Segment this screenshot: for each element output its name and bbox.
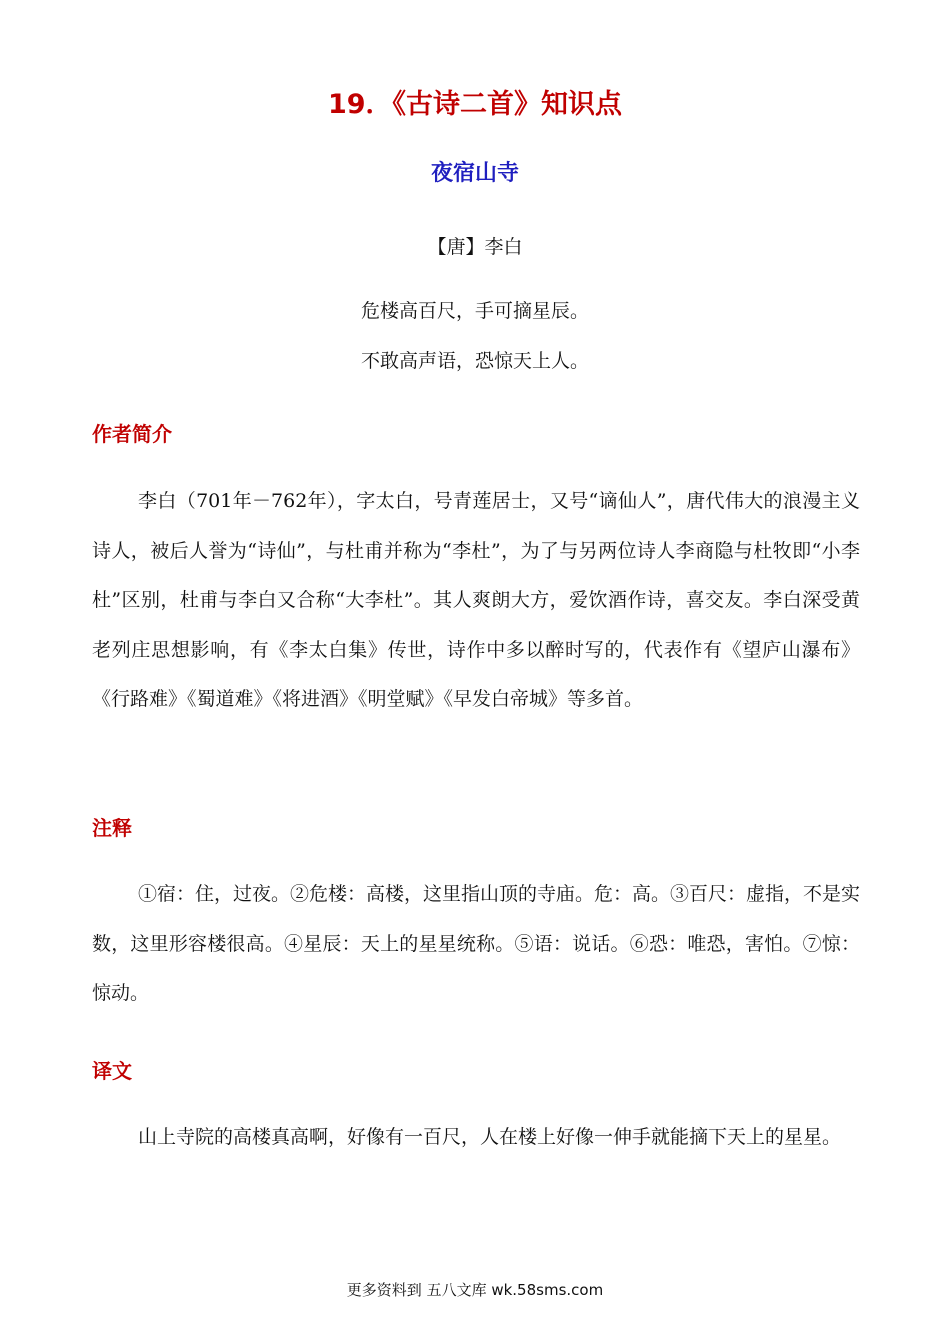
section-body-author: 李白（701年－762年），字太白，号青莲居士，又号“谪仙人”，唐代伟大的浪漫主义诗人，被后人誉为“诗仙”，与杜甫并称为“李杜”，为了与另两位诗人李商隐与杜牧即“小李杜”区别，杜甫与李白又合称“大李杜”。其人爽朗大方，爱饮酒作诗，喜交友。李白深受黄老列庄思想影响，有《李太白集》传世，诗作中多以醉时写的，代表作有《望庐山瀑布》《行路难》《蜀道难》《将进酒》《明堂赋》《早发白帝城》等多首。: [92, 490, 860, 710]
poem-line-2: 不敢高声语，恐惊天上人。: [360, 350, 589, 372]
document-title: 19．《古诗二首》知识点: [327, 89, 623, 120]
footer-note: 更多资料到 五八文库 wk.58sms.com: [346, 1281, 604, 1299]
section-heading-translation: 译文: [92, 1059, 132, 1083]
section-heading-author: 作者简介: [92, 422, 172, 446]
section-heading-notes: 注释: [92, 816, 132, 840]
poem-line-1: 危楼高百尺，手可摘星辰。: [360, 300, 589, 322]
section-body-translation: 山上寺院的高楼真高啊，好像有一百尺，人在楼上好像一伸手就能摘下天上的星星。: [138, 1126, 842, 1148]
poem-author: 【唐】李白: [427, 236, 523, 258]
section-body-notes: ①宿：住，过夜。②危楼：高楼，这里指山顶的寺庙。危：高。③百尺：虚指，不是实数，这里形容楼很高。④星辰：天上的星星统称。⑤语：说话。⑥恐：唯恐，害怕。⑦惊：惊动。: [92, 883, 861, 1004]
poem-title: 夜宿山寺: [430, 161, 519, 186]
